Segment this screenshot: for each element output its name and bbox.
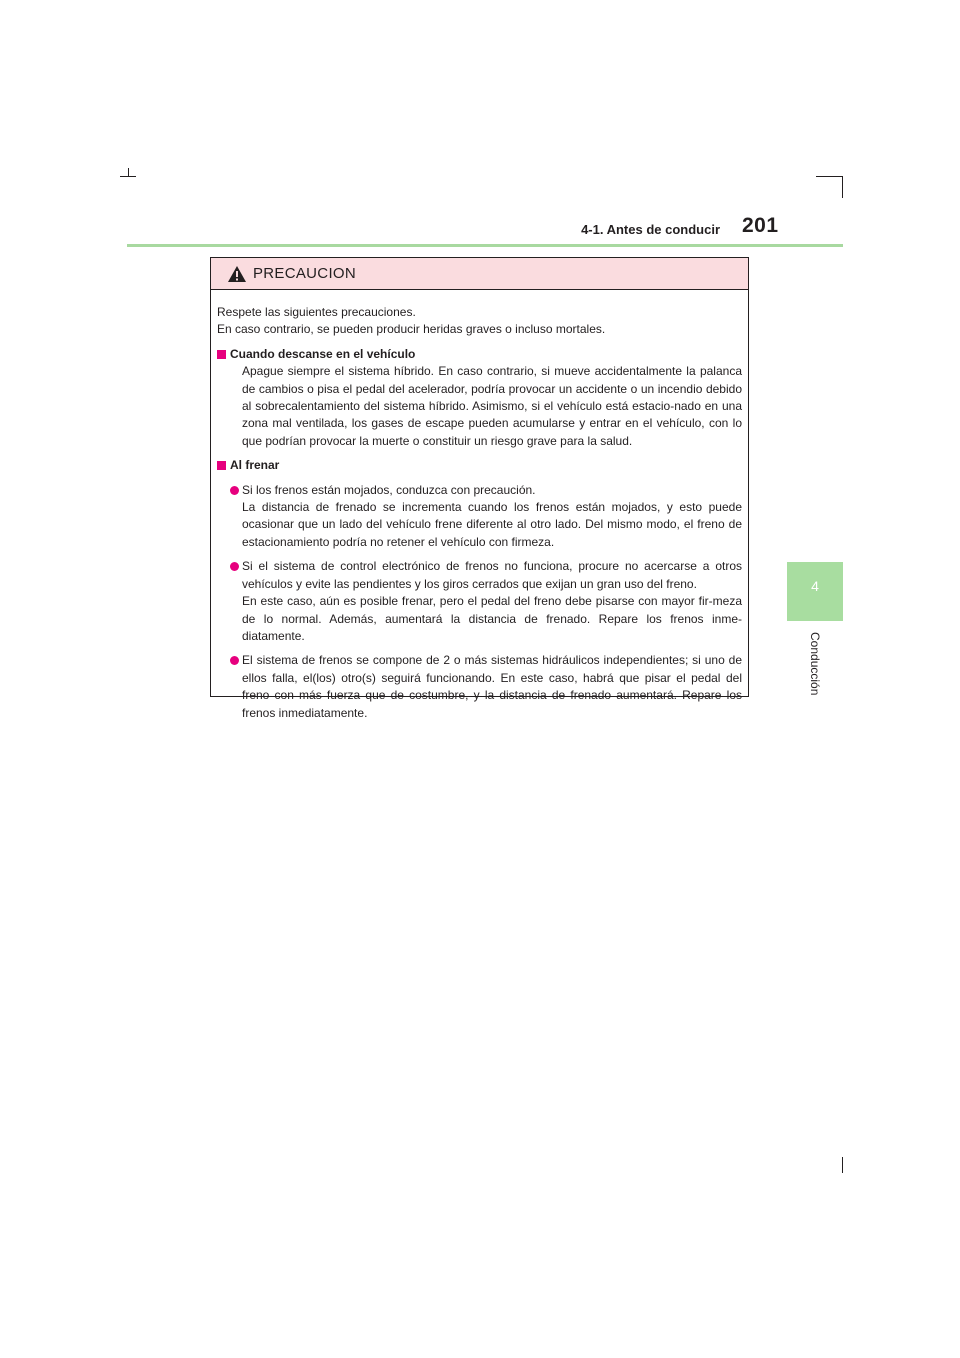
square-bullet-icon <box>217 350 226 359</box>
crop-mark-top-right-v <box>842 176 843 198</box>
list-item <box>217 482 742 552</box>
crop-mark-top-left-v <box>128 168 129 176</box>
section-heading <box>217 346 742 363</box>
list-item-line: En este caso, aún es posible frenar, pero el pedal del freno debe pisarse con mayor fir-meza de lo normal. Además, aumentará la distancia de frenado. Repare los frenos inme-diatamente. <box>242 594 742 643</box>
caution-intro-line: En caso contrario, se pueden producir heridas graves o incluso mortales. <box>217 322 606 337</box>
crop-mark-bottom-right-v <box>842 1157 843 1173</box>
square-bullet-icon <box>217 461 226 470</box>
list-item-line: Si el sistema de control electrónico de frenos no funciona, procure no acercarse a otros vehículos y evite las pendientes y los giros cerrados que exijan un gran uso del freno. <box>242 559 742 591</box>
circle-bullet-icon <box>230 486 239 495</box>
warning-triangle-icon <box>227 265 247 283</box>
list-item <box>217 652 742 722</box>
chapter-tab-number: 4 <box>811 578 819 594</box>
section-heading-text: Al frenar <box>230 458 280 473</box>
list-item-line: La distancia de frenado se incrementa cuando los frenos están mojados, y esto puede ocasionar que un lado del vehículo frene diferente al otro lado. Del mismo modo, el freno de estacionamiento podría no retener el vehículo con firmeza. <box>242 500 742 549</box>
caution-header <box>211 258 748 290</box>
section-resting <box>217 346 742 450</box>
list-item-line: El sistema de frenos se compone de 2 o más sistemas hidráulicos independientes; si uno de ellos falla, el(los) otro(s) seguirá funcionando. En este caso, habrá que pisar el pedal del freno con más fuerza que de costumbre, y la distancia de frenado aumentará. Repare los frenos inmediatamente. <box>242 653 742 720</box>
circle-bullet-icon <box>230 656 239 665</box>
list-item-content <box>242 482 742 552</box>
caution-body <box>211 290 748 722</box>
section-heading-text: Cuando descanse en el vehículo <box>230 346 416 361</box>
circle-bullet-icon <box>230 562 239 571</box>
list-item <box>217 558 742 645</box>
list-item-content <box>242 652 742 722</box>
crop-mark-top-left-h <box>120 176 136 177</box>
list-item-content <box>242 558 742 645</box>
section-heading <box>217 457 742 474</box>
caution-intro-line: Respete las siguientes precauciones. <box>217 305 416 319</box>
header-rule <box>127 244 843 247</box>
page-number: 201 <box>742 214 779 237</box>
section-paragraph: Apague siempre el sistema híbrido. En caso contrario, si mueve accidentalmente la palanca de cambios o pisa el pedal del acelerador, podría provocar un accidente o un incendio debido al sobrecalentamiento del sistema híbrido. Asimismo, si el vehículo está estacio-nado en una zona mal ventilada, los gases de escape pueden acumularse y entrar en el vehículo, con lo que podrían provocar la muerte o constituir un riesgo grave para la salud. <box>242 364 742 448</box>
section-braking <box>217 457 742 722</box>
caution-box <box>210 257 749 720</box>
list-item-line: Si los frenos están mojados, conduzca con precaución. <box>242 482 536 497</box>
running-header-section: 4-1. Antes de conducir <box>581 222 720 237</box>
caution-title: PRECAUCION <box>253 265 357 282</box>
crop-mark-top-right-h <box>816 176 842 177</box>
chapter-tab-label: Conducción <box>808 632 822 696</box>
